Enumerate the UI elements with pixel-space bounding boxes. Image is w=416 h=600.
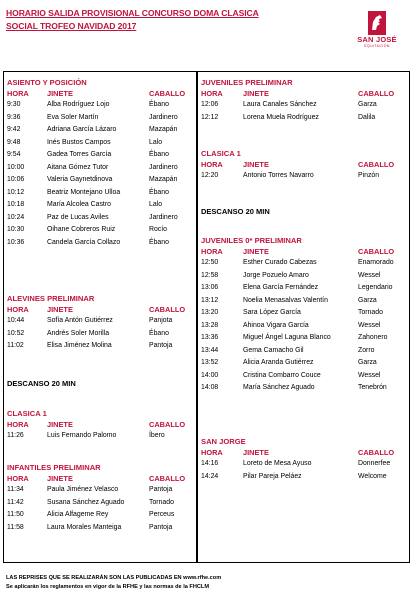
- horse-name: Enamorado: [358, 259, 394, 266]
- rider-name: Oihane Cobreros Ruiz: [47, 226, 116, 233]
- table-row: [7, 484, 193, 497]
- header-caballo: CABALLO: [358, 160, 395, 169]
- start-time: 10:36: [7, 238, 25, 246]
- column-header-row: [7, 88, 193, 99]
- rider-name: Candela García Collazo: [47, 238, 121, 246]
- section-clasica-1: [201, 148, 406, 183]
- start-time: 13:20: [201, 309, 219, 316]
- rider-name: Sofía Antón Gutiérrez: [47, 317, 113, 324]
- left-schedule-column: [3, 71, 197, 563]
- table-row: [201, 370, 406, 383]
- rider-name: Sara López García: [243, 309, 301, 316]
- start-time: 11:26: [7, 432, 24, 439]
- horse-name: Ébano: [149, 151, 169, 158]
- header-hora: HORA: [201, 160, 223, 169]
- start-time: 10:00: [7, 163, 25, 171]
- start-time: 14:00: [201, 371, 219, 379]
- start-time: 13:44: [201, 346, 219, 354]
- rider-name: Inés Bustos Campos: [47, 138, 111, 146]
- right-schedule-column: [197, 71, 410, 563]
- header-hora: HORA: [201, 247, 223, 256]
- horse-name: Tenebrón: [358, 384, 387, 391]
- rider-name: Laura Morales Manteiga: [47, 523, 122, 531]
- horse-name: Dalila: [358, 113, 376, 121]
- column-header-row: [201, 159, 406, 170]
- horse-name: Welcome: [358, 472, 387, 480]
- start-time: 12:50: [201, 259, 219, 266]
- horse-name: Ébano: [149, 101, 169, 108]
- footer-notes: [6, 574, 410, 591]
- start-time: 10:52: [7, 329, 25, 337]
- rider-name: María Sánchez Aguado: [243, 384, 315, 391]
- horse-emblem-icon: [367, 10, 387, 36]
- rider-name: Noelia Menasalvas Valentín: [243, 296, 328, 304]
- header-jinete: JINETE: [47, 305, 73, 314]
- section-title: ALEVINES PRELIMINAR: [7, 294, 95, 303]
- start-time: 13:28: [201, 321, 219, 329]
- header-hora: HORA: [7, 89, 29, 98]
- header-jinete: JINETE: [47, 474, 73, 483]
- rider-name: Laura Canales Sánchez: [243, 101, 317, 108]
- horse-name: Tornado: [358, 309, 383, 316]
- header-caballo: CABALLO: [358, 89, 395, 98]
- horse-name: Ébano: [149, 238, 169, 246]
- start-time: 10:30: [7, 226, 25, 233]
- section-title: JUVENILES PRELIMINAR: [201, 78, 293, 87]
- table-row: [201, 345, 406, 358]
- table-row: [7, 237, 193, 250]
- header-hora: HORA: [7, 474, 29, 483]
- table-row: [201, 112, 406, 125]
- table-row: [7, 328, 193, 341]
- club-logo: [350, 10, 404, 58]
- header-caballo: CABALLO: [358, 448, 395, 457]
- start-time: 11:58: [7, 523, 24, 531]
- column-header-row: [201, 88, 406, 99]
- header-jinete: JINETE: [47, 89, 73, 98]
- horse-name: Zahonero: [358, 334, 388, 341]
- header-caballo: CABALLO: [149, 305, 186, 314]
- horse-name: Donnerfee: [358, 460, 391, 467]
- column-header-row: [7, 304, 193, 315]
- horse-name: Pantoja: [149, 523, 173, 531]
- horse-name: Mazapán: [149, 126, 178, 133]
- horse-name: Jardinero: [149, 213, 178, 221]
- rider-name: Paula Jiménez Velasco: [47, 486, 119, 493]
- logo-subtitle: EQUITACIÓN: [364, 44, 390, 48]
- rider-name: Eva Soler Martín: [47, 113, 99, 121]
- horse-name: Pantoja: [149, 486, 173, 493]
- document-title: [6, 7, 336, 33]
- horse-name: Jardinero: [149, 163, 178, 171]
- start-time: 11:42: [7, 498, 24, 506]
- horse-name: Wessel: [358, 321, 381, 329]
- table-row: [7, 315, 193, 328]
- table-row: [7, 162, 193, 175]
- rider-name: Ahinoa Vigara García: [243, 321, 309, 329]
- start-time: 14:16: [201, 460, 219, 467]
- header-jinete: JINETE: [47, 420, 73, 429]
- start-time: 11:50: [7, 511, 24, 518]
- table-row: [7, 137, 193, 150]
- column-header-row: [201, 447, 406, 458]
- rider-name: Aitana Gómez Tutor: [47, 163, 109, 171]
- header-caballo: CABALLO: [149, 420, 186, 429]
- start-time: 14:08: [201, 384, 219, 391]
- rider-name: Loreto de Mesa Ayuso: [243, 460, 312, 467]
- rider-name: Elisa Jiménez Molina: [47, 342, 112, 349]
- table-row: [7, 212, 193, 225]
- rider-name: Antonio Torres Navarro: [243, 172, 314, 179]
- table-row: [7, 174, 193, 187]
- rider-name: Gadea Torres García: [47, 151, 112, 158]
- horse-name: Pantoja: [149, 342, 173, 349]
- header-hora: HORA: [201, 89, 223, 98]
- start-time: 12:20: [201, 172, 219, 179]
- table-row: [201, 458, 406, 471]
- table-row: [201, 307, 406, 320]
- horse-name: Garza: [358, 359, 377, 366]
- section-juveniles-0-preliminar: [201, 235, 406, 395]
- horse-name: Ébano: [149, 188, 169, 196]
- table-row: [7, 509, 193, 522]
- horse-name: Lalo: [149, 138, 163, 146]
- start-time: 9:54: [7, 151, 21, 158]
- start-time: 13:06: [201, 284, 219, 291]
- header-caballo: CABALLO: [358, 247, 395, 256]
- horse-name: Garza: [358, 296, 377, 304]
- start-time: 9:36: [7, 113, 21, 121]
- start-time: 13:36: [201, 334, 219, 341]
- section-alevines-preliminar: [7, 293, 193, 353]
- rider-name: Adriana García Lázaro: [47, 126, 117, 133]
- table-row: [7, 224, 193, 237]
- table-row: [201, 295, 406, 308]
- rider-name: Susana Sánchez Aguado: [47, 498, 125, 506]
- header-hora: HORA: [7, 305, 29, 314]
- start-time: 14:24: [201, 472, 219, 480]
- section-clasica-1: [7, 408, 193, 443]
- header-jinete: JINETE: [243, 448, 269, 457]
- table-row: [201, 320, 406, 333]
- column-header-row: [201, 246, 406, 257]
- title-line-1: HORARIO SALIDA PROVISIONAL CONCURSO DOMA CLASICA: [6, 8, 259, 18]
- table-row: [7, 124, 193, 137]
- rider-name: Pilar Pareja Peláez: [243, 472, 302, 480]
- rider-name: Alicia Aranda Gutiérrez: [243, 359, 314, 366]
- table-row: [7, 522, 193, 535]
- section-title: INFANTILES PRELIMINAR: [7, 463, 101, 472]
- column-header-row: [7, 473, 193, 484]
- horse-name: Panjota: [149, 317, 173, 324]
- start-time: 10:06: [7, 176, 25, 183]
- table-row: [7, 149, 193, 162]
- section-title: JUVENILES 0* PRELIMINAR: [201, 236, 302, 245]
- section-title: SAN JORGE: [201, 437, 246, 446]
- horse-name: Mazapán: [149, 176, 178, 183]
- break-notice: DESCANSO 20 MIN: [201, 207, 270, 216]
- section-asiento-posicion: [7, 77, 193, 249]
- table-row: [201, 170, 406, 183]
- section-title: CLASICA 1: [201, 149, 241, 158]
- horse-name: Legendario: [358, 284, 393, 291]
- table-row: [7, 199, 193, 212]
- table-row: [201, 357, 406, 370]
- start-time: 12:58: [201, 271, 219, 279]
- table-row: [7, 187, 193, 200]
- header-caballo: CABALLO: [149, 89, 186, 98]
- title-line-2: SOCIAL TROFEO NAVIDAD 2017: [6, 21, 137, 31]
- start-time: 10:18: [7, 201, 25, 208]
- footer-line-2: Se aplicarán los reglamentos en vigor de la RFHE y las normas de la FHCLM: [6, 583, 209, 590]
- rider-name: Valeria Gaynetdinova: [47, 176, 113, 183]
- rider-name: Luis Fernando Palomo: [47, 432, 117, 439]
- horse-name: Rocío: [149, 226, 168, 233]
- rider-name: Lorena Muela Rodríguez: [243, 113, 319, 121]
- horse-name: Lalo: [149, 201, 163, 208]
- section-san-jorge: [201, 436, 406, 483]
- rider-name: Alicia Alfageme Rey: [47, 511, 109, 518]
- rider-name: María Alcolea Castro: [47, 201, 111, 208]
- start-time: 10:24: [7, 213, 25, 221]
- rider-name: Jorge Pozuelo Amaro: [243, 271, 309, 279]
- table-row: [7, 430, 193, 443]
- rider-name: Cristina Combarro Couce: [243, 371, 321, 379]
- table-row: [201, 282, 406, 295]
- table-row: [201, 99, 406, 112]
- break-notice: DESCANSO 20 MIN: [7, 379, 76, 388]
- header-jinete: JINETE: [243, 247, 269, 256]
- section-title: CLASICA 1: [7, 409, 47, 418]
- start-time: 10:12: [7, 188, 25, 196]
- horse-name: Tornado: [149, 498, 174, 506]
- start-time: 13:12: [201, 296, 219, 304]
- table-row: [201, 471, 406, 484]
- table-row: [201, 257, 406, 270]
- start-time: 11:02: [7, 342, 24, 349]
- rider-name: Alba Rodríguez Lojo: [47, 101, 110, 108]
- start-time: 13:52: [201, 359, 219, 366]
- table-row: [201, 270, 406, 283]
- table-row: [201, 332, 406, 345]
- column-header-row: [7, 419, 193, 430]
- start-time: 9:30: [7, 101, 21, 108]
- horse-name: Ébano: [149, 329, 169, 337]
- start-time: 9:48: [7, 138, 21, 146]
- start-time: 12:06: [201, 101, 219, 108]
- logo-name: SAN JOSÉ: [357, 35, 397, 44]
- rider-name: Beatriz Montejano Ulloa: [47, 188, 121, 196]
- table-row: [7, 340, 193, 353]
- rider-name: Esther Curado Cabezas: [243, 259, 317, 266]
- horse-name: Zorro: [358, 346, 375, 354]
- rider-name: Andrés Soler Morilla: [47, 329, 110, 337]
- start-time: 10:44: [7, 317, 25, 324]
- table-row: [201, 382, 406, 395]
- rider-name: Paz de Lucas Aviles: [47, 213, 109, 221]
- table-row: [7, 497, 193, 510]
- section-juveniles-preliminar: [201, 77, 406, 124]
- section-title: ASIENTO Y POSICIÓN: [7, 78, 87, 87]
- start-time: 12:12: [201, 113, 219, 121]
- rider-name: Gema Camacho Gil: [243, 346, 304, 354]
- table-row: [7, 112, 193, 125]
- horse-name: Garza: [358, 101, 377, 108]
- rider-name: Elena García Fernández: [243, 284, 319, 291]
- horse-name: Íbero: [149, 432, 165, 439]
- header-jinete: JINETE: [243, 160, 269, 169]
- horse-name: Wessel: [358, 271, 381, 279]
- header-jinete: JINETE: [243, 89, 269, 98]
- horse-name: Jardinero: [149, 113, 178, 121]
- table-row: [7, 99, 193, 112]
- horse-name: Perceus: [149, 511, 175, 518]
- footer-line-1: LAS REPRISES QUE SE REALIZARÁN SON LAS PUBLICADAS EN www.rfhe.com: [6, 575, 222, 581]
- rider-name: Miguel Ángel Laguna Blanco: [243, 334, 331, 341]
- section-infantiles-preliminar: [7, 462, 193, 534]
- horse-name: Wessel: [358, 371, 381, 379]
- start-time: 9:42: [7, 126, 21, 133]
- horse-name: Pinzón: [358, 172, 380, 179]
- header-hora: HORA: [7, 420, 29, 429]
- header-caballo: CABALLO: [149, 474, 186, 483]
- header-hora: HORA: [201, 448, 223, 457]
- start-time: 11:34: [7, 486, 24, 493]
